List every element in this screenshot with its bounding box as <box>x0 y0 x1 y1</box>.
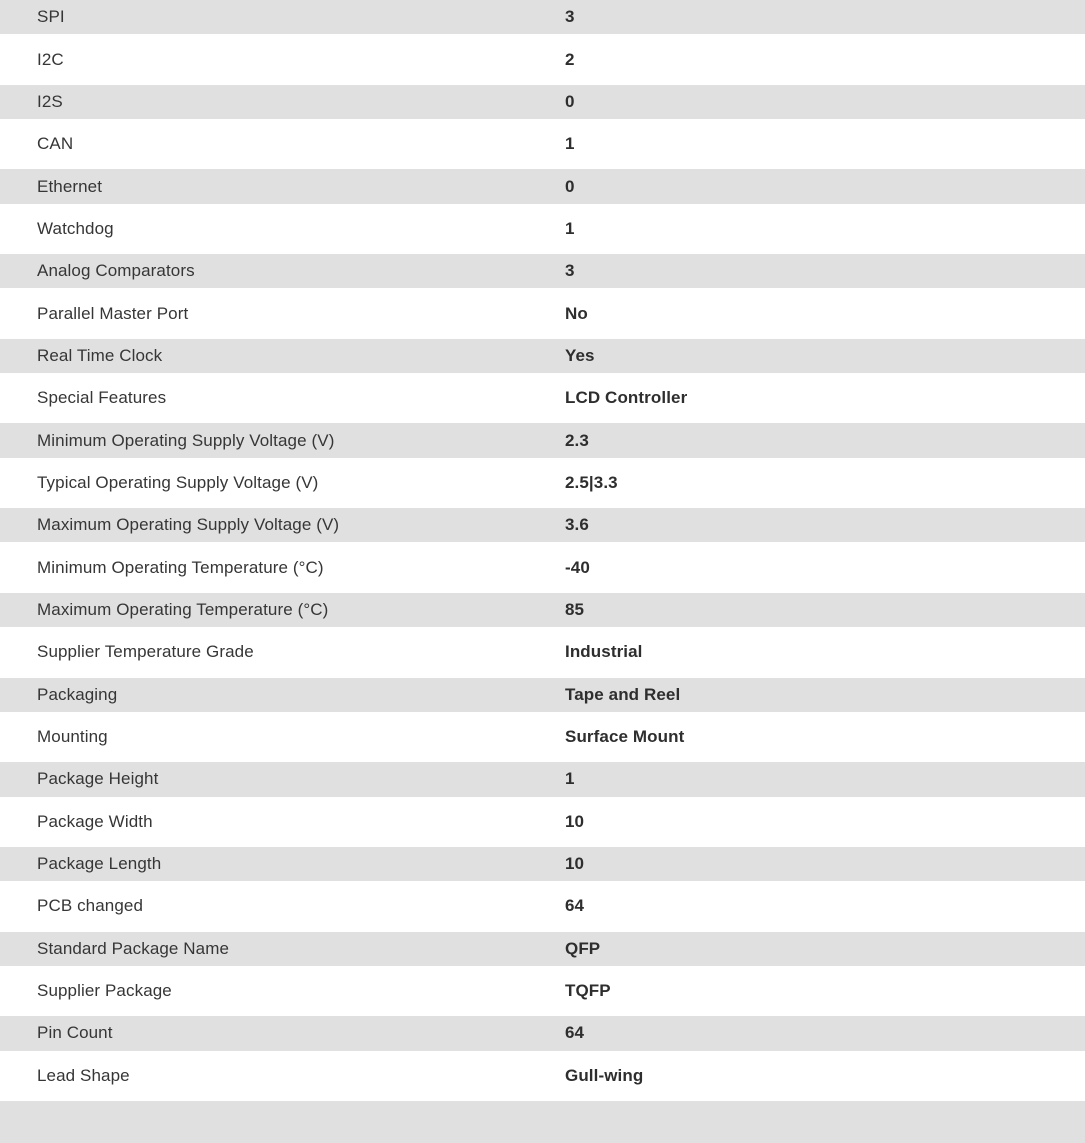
spec-label: PCB changed <box>37 896 144 916</box>
spec-label: I2S <box>37 91 63 111</box>
spec-value: 0 <box>565 176 575 196</box>
spec-label: Special Features <box>37 388 167 408</box>
table-row <box>0 550 1085 592</box>
table-row <box>0 212 1085 254</box>
table-row <box>0 1059 1085 1101</box>
spec-label: Lead Shape <box>37 1065 130 1085</box>
spec-label: Mounting <box>37 727 108 747</box>
spec-value: Gull-wing <box>565 1065 644 1085</box>
spec-value: LCD Controller <box>565 388 688 408</box>
spec-value: 64 <box>565 896 585 916</box>
spec-value: Industrial <box>565 642 643 662</box>
spec-value: Yes <box>565 345 595 365</box>
spec-label: Supplier Temperature Grade <box>37 642 254 662</box>
spec-value: 2 <box>565 49 575 69</box>
table-row <box>0 932 1085 974</box>
table-row <box>0 169 1085 211</box>
spec-label: Pin Count <box>37 1023 113 1043</box>
spec-value: Tape and Reel <box>565 684 681 704</box>
spec-label: Packaging <box>37 684 118 704</box>
spec-value: 3 <box>565 261 575 281</box>
table-row <box>0 635 1085 677</box>
spec-label: Package Height <box>37 769 159 789</box>
table-row <box>0 339 1085 381</box>
spec-label: Watchdog <box>37 218 114 238</box>
spec-value: Surface Mount <box>565 727 685 747</box>
spec-label: Typical Operating Supply Voltage (V) <box>37 472 319 492</box>
table-row <box>0 1016 1085 1058</box>
table-row <box>0 127 1085 169</box>
spec-value: TQFP <box>565 981 611 1001</box>
spec-label: Maximum Operating Supply Voltage (V) <box>37 515 340 535</box>
spec-label: Real Time Clock <box>37 345 163 365</box>
table-row <box>0 254 1085 296</box>
spec-value: 64 <box>565 1023 585 1043</box>
table-row <box>0 889 1085 931</box>
table-row <box>0 762 1085 804</box>
spec-label: Maximum Operating Temperature (°C) <box>37 599 329 619</box>
spec-value: 1 <box>565 134 575 154</box>
spec-label: Minimum Operating Temperature (°C) <box>37 557 324 577</box>
table-row <box>0 85 1085 127</box>
table-row <box>0 974 1085 1016</box>
table-row <box>0 466 1085 508</box>
table-row <box>0 381 1085 423</box>
spec-value: 85 <box>565 599 585 619</box>
spec-value: 1 <box>565 218 575 238</box>
table-row <box>0 847 1085 889</box>
spec-label: Ethernet <box>37 176 103 196</box>
spec-value: 10 <box>565 811 585 831</box>
spec-value: 10 <box>565 854 585 874</box>
spec-label: I2C <box>37 49 64 69</box>
table-row <box>0 423 1085 465</box>
spec-label: Parallel Master Port <box>37 303 189 323</box>
spec-value: -40 <box>565 557 590 577</box>
table-row <box>0 805 1085 847</box>
spec-label: CAN <box>37 134 74 154</box>
table-row <box>0 678 1085 720</box>
spec-label: Package Length <box>37 854 162 874</box>
spec-value: 0 <box>565 91 575 111</box>
spec-value: No <box>565 303 588 323</box>
spec-label: Minimum Operating Supply Voltage (V) <box>37 430 335 450</box>
spec-label: Supplier Package <box>37 981 172 1001</box>
spec-value: 3 <box>565 7 575 27</box>
spec-value: 3.6 <box>565 515 589 535</box>
table-row <box>0 720 1085 762</box>
spec-label: Package Width <box>37 811 153 831</box>
spec-label: Standard Package Name <box>37 938 230 958</box>
spec-label: Analog Comparators <box>37 261 195 281</box>
spec-label: SPI <box>37 7 65 27</box>
table-row <box>0 0 1085 42</box>
table-row <box>0 42 1085 84</box>
spec-value: 2.5|3.3 <box>565 472 618 492</box>
spec-value: 2.3 <box>565 430 589 450</box>
table-row <box>0 296 1085 338</box>
spec-value: QFP <box>565 938 601 958</box>
spec-value: 1 <box>565 769 575 789</box>
next-row-partially-visible <box>0 1101 1085 1143</box>
table-row <box>0 593 1085 635</box>
table-row <box>0 508 1085 550</box>
